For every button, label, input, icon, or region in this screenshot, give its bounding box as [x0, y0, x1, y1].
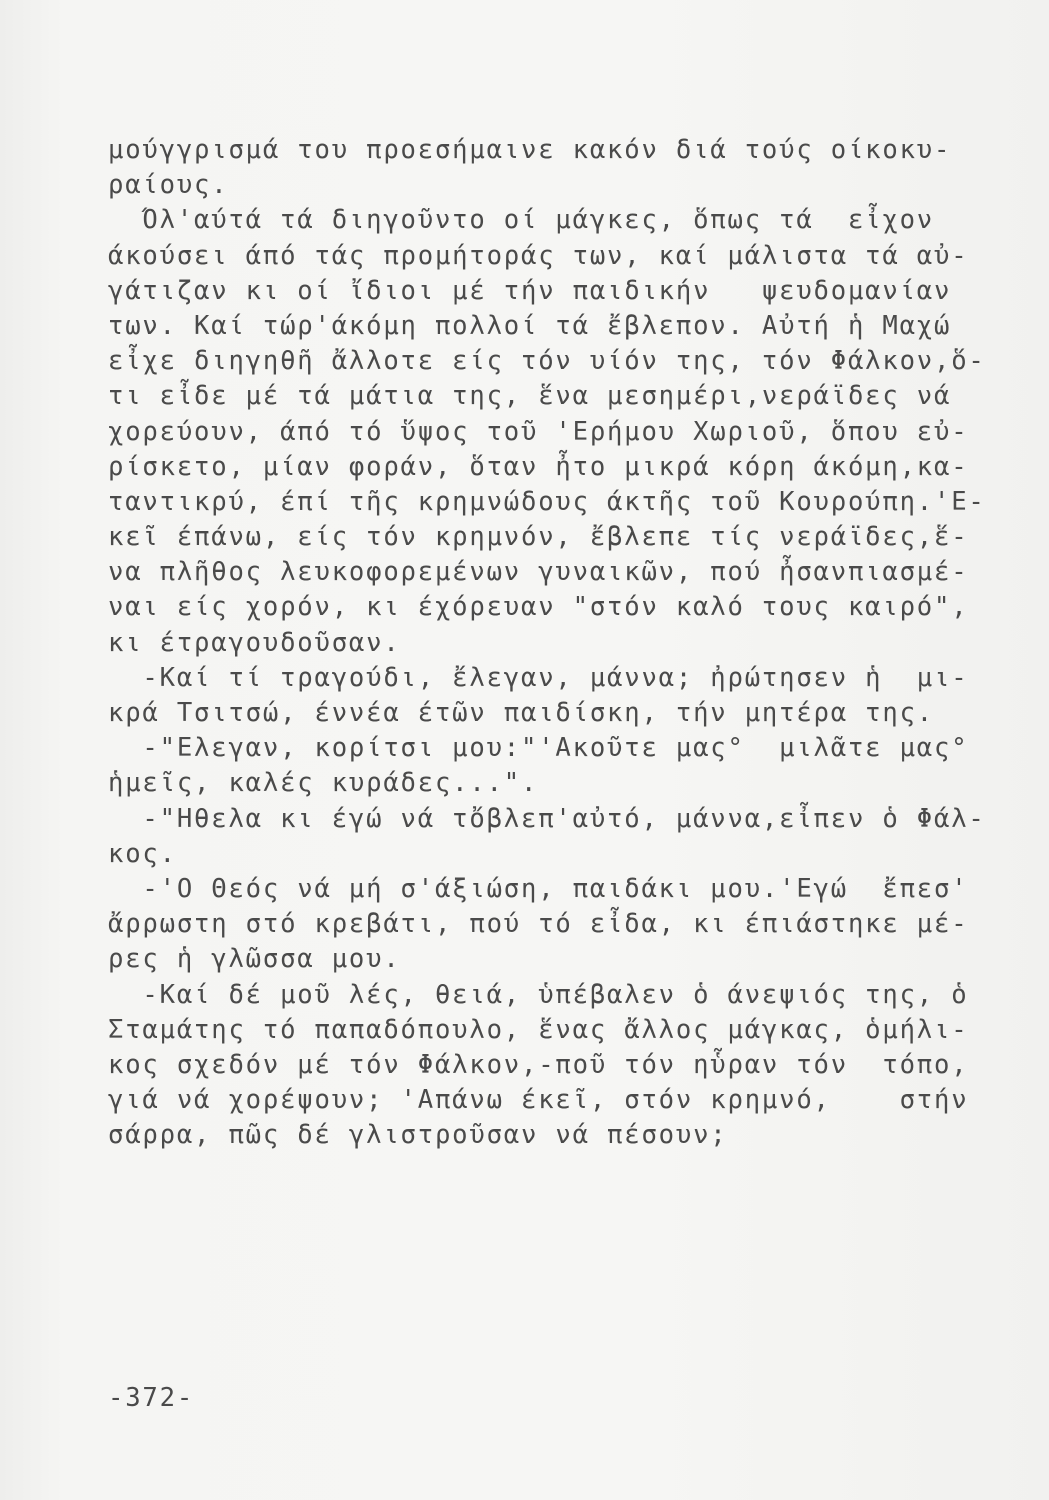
- text-line: -Καί τί τραγούδι, ἔλεγαν, μάννα; ἠρώτησεν ἡ μι-: [108, 662, 969, 693]
- text-line: ἄρρωστη στό κρεβάτι, πού τό εἶδα, κι έπιάστηκε μέ-: [108, 909, 969, 940]
- text-line: κος σχεδόν μέ τόν Φάλκον,-ποῦ τόν ηὗραν τόν τόπο,: [108, 1049, 969, 1080]
- text-line: κος.: [108, 838, 177, 869]
- text-line: σάρρα, πῶς δέ γλιστροῦσαν νά πέσουν;: [108, 1120, 728, 1151]
- text-line: εἶχε διηγηθῆ ἄλλοτε είς τόν υίόν της, τόν Φάλκον,ὅ-: [108, 346, 986, 377]
- text-line: άκούσει άπό τάς προμήτοράς των, καί μάλιστα τά αὐ-: [108, 240, 969, 271]
- page-number: -372-: [108, 1383, 195, 1413]
- text-line: τι εἶδε μέ τά μάτια της, ἕνα μεσημέρι,νεράϊδες νά: [108, 381, 952, 412]
- text-line: γάτιζαν κι οί ἴδιοι μέ τήν παιδικήν ψευδομανίαν: [108, 275, 952, 306]
- text-line: γιά νά χορέψουν; 'Απάνω έκεῖ, στόν κρημνό, στήν: [108, 1085, 969, 1116]
- text-line: κρά Τσιτσώ, έννέα έτῶν παιδίσκη, τήν μητέρα της.: [108, 698, 935, 728]
- text-line: μούγγρισμά του προεσήμαινε κακόν διά τούς οίκοκυ-: [108, 135, 952, 165]
- text-line: ἡμεῖς, καλές κυράδες...".: [108, 768, 539, 799]
- text-line: ρίσκετο, μίαν φοράν, ὅταν ἦτο μικρά κόρη άκόμη,κα-: [108, 451, 969, 482]
- body-text: [108, 133, 988, 1153]
- text-line: Σταμάτης τό παπαδόπουλο, ἕνας ἄλλος μάγκας, ὁμήλι-: [108, 1014, 969, 1045]
- text-line: χορεύουν, άπό τό ὕψος τοῦ 'Ερήμου Χωριοῦ, ὅπου εὐ-: [108, 416, 969, 447]
- text-line: ναι είς χορόν, κι έχόρευαν "στόν καλό τους καιρό",: [108, 592, 969, 623]
- text-line: ρες ἡ γλῶσσα μου.: [108, 944, 401, 975]
- text-line: των. Καί τώρ'άκόμη πολλοί τά ἔβλεπον. Αὐτή ἡ Μαχώ: [108, 310, 952, 341]
- text-line: να πλῆθος λευκοφορεμένων γυναικῶν, πού ἦσανπιασμέ-: [108, 557, 969, 588]
- text-line: -'Ο Θεός νά μή σ'άξιώση, παιδάκι μου.'Εγώ ἔπεσ': [108, 873, 969, 904]
- text-line: -Καί δέ μοῦ λές, θειά, ὑπέβαλεν ὁ άνεψιός της, ὁ: [108, 979, 969, 1010]
- text-line: κι έτραγουδοῦσαν.: [108, 627, 401, 658]
- text-line: -"Ηθελα κι έγώ νά τὄβλεπ'αὐτό, μάννα,εἶπεν ὁ Φάλ-: [108, 803, 986, 834]
- text-line: ραίους.: [108, 170, 229, 201]
- text-line: κεῖ έπάνω, είς τόν κρημνόν, ἔβλεπε τίς νεράϊδες,ἕ-: [108, 522, 969, 553]
- text-line: ταντικρύ, έπί τῆς κρημνώδους άκτῆς τοῦ Κουρούπη.'Ε-: [108, 486, 986, 517]
- text-line: Όλ'αύτά τά διηγοῦντο οί μάγκες, ὅπως τά εἶχον: [108, 205, 935, 236]
- text-line: -"Ελεγαν, κορίτσι μου:"'Ακοῦτε μας° μιλᾶτε μας°: [108, 733, 969, 764]
